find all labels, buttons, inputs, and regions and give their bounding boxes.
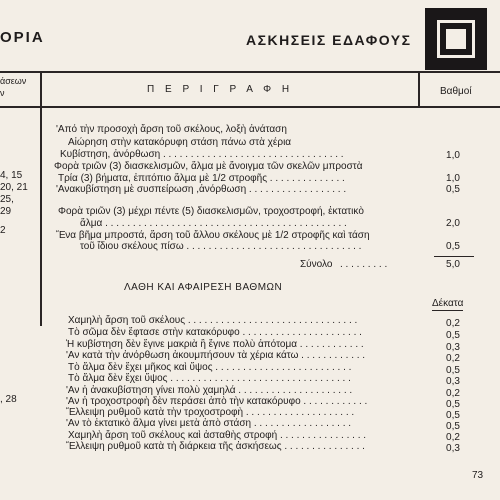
- total-rule: [434, 256, 474, 257]
- score-value: 2,0: [446, 218, 460, 229]
- error-value: 0,2: [446, 388, 460, 399]
- total-value: 5,0: [446, 259, 460, 270]
- page-title: ΑΣΚΗΣΕΙΣ ΕΔΑΦΟΥΣ: [246, 32, 412, 48]
- error-item: Ἡ κυβίστηση δὲν ἔγινε μακριὰ ἢ ἔγινε πολὺ ἀπότομα . . . . . . . . . . . .: [66, 339, 364, 350]
- tenths-column-header: Δέκατα: [432, 298, 464, 309]
- error-value: 0,3: [446, 376, 460, 387]
- error-item: 'Αν κατὰ τὴν ἀνόρθωση ἀκουμπήσουν τὰ χέρια κάτω . . . . . . . . . . . .: [66, 350, 366, 361]
- error-item: Ἔλλειψη ρυθμοῦ κατὰ τὴν τροχοστροφὴ . . . . . . . . . . . . . . . . . . . .: [66, 407, 355, 418]
- square-logo-inner: [440, 23, 472, 55]
- table-top-rule: [0, 71, 500, 73]
- error-value: 0,3: [446, 342, 460, 353]
- total-dots: . . . . . . . . .: [340, 259, 388, 270]
- table-header-rule: [0, 106, 500, 108]
- error-item: Χαμηλὴ ἄρση τοῦ σκέλους καὶ ἀσταθὴς στροφή . . . . . . . . . . . . . . . .: [68, 430, 367, 441]
- error-value: 0,3: [446, 443, 460, 454]
- description-line: τοῦ ἴδιου σκέλους πίσω . . . . . . . . . . . . . . . . . . . . . . . . . . . . . . . .: [80, 241, 362, 252]
- description-line: Φορὰ τριῶν (3) μέχρι πέντε (5) διασκελισμῶν, τροχοστροφή, ἐκτατικὸ: [58, 206, 364, 217]
- error-item: 'Αν ἡ τροχοστροφὴ δὲν περάσει ἀπὸ τὴν κατακόρυφο . . . . . . . . . . . .: [66, 396, 368, 407]
- description-line: Ἕνα βῆμα μπροστά, ἄρση τοῦ ἄλλου σκέλους μὲ 1/2 στροφῆς καὶ τάση: [56, 230, 370, 241]
- error-item: Τὸ ἅλμα δὲν ἔχει ὕψος . . . . . . . . . . . . . . . . . . . . . . . . . . . . . . . . .: [68, 373, 351, 384]
- error-value: 0,5: [446, 410, 460, 421]
- error-value: 0,5: [446, 399, 460, 410]
- error-value: 0,5: [446, 421, 460, 432]
- scores-column-header: Βαθμοί: [440, 86, 472, 97]
- header-left-fragment-2: ν: [0, 88, 5, 98]
- error-item: Τὸ ἅλμα δὲν ἔχει μῆκος καὶ ὕψος . . . . . . . . . . . . . . . . . . . . . . . . .: [68, 362, 352, 373]
- margin-item: 2: [0, 225, 6, 236]
- score-value: 1,0: [446, 173, 460, 184]
- score-value: 1,0: [446, 150, 460, 161]
- description-line: 'Από τὴν προσοχὴ ἄρση τοῦ σκέλους, λοξὴ ἀνάταση: [56, 124, 287, 135]
- header-left-fragment-1: άσεων: [0, 76, 27, 86]
- score-value: 0,5: [446, 241, 460, 252]
- error-value: 0,2: [446, 318, 460, 329]
- errors-section-title: ΛΑΘΗ ΚΑΙ ΑΦΑΙΡΕΣΗ ΒΑΘΜΩΝ: [124, 282, 283, 293]
- description-line: Κυβίστηση, ἀνόρθωση . . . . . . . . . . . . . . . . . . . . . . . . . . . . . . . . .: [60, 149, 344, 160]
- header-left-fragment: ΟΡΙΑ: [0, 29, 45, 46]
- margin-item: 25,: [0, 194, 14, 205]
- description-line: Αἰώρηση στὴν κατακόρυφη στάση πάνω στὰ χέρια: [68, 137, 292, 148]
- error-value: 0,2: [446, 432, 460, 443]
- description-column-header: Π Ε Ρ Ι Γ Ρ Α Φ Η: [147, 84, 294, 95]
- page-number: 73: [472, 470, 484, 481]
- scores-column-divider: [418, 71, 420, 107]
- margin-item: 4, 15: [0, 170, 23, 181]
- error-item: Χαμηλὴ ἄρση τοῦ σκέλους . . . . . . . . . . . . . . . . . . . . . . . . . . . . . . .: [68, 315, 358, 326]
- score-value: 0,5: [446, 184, 460, 195]
- error-item: 'Αν ἡ ἀνακυβίστηση γίνει πολὺ χαμηλά . . . . . . . . . . . . . . . . . . . . .: [66, 385, 353, 396]
- description-line: Φορὰ τριῶν (3) διασκελισμῶν, ἅλμα μὲ ἄνοιγμα τῶν σκελῶν μπροστὰ: [54, 161, 363, 172]
- description-line: 'Ανακυβίστηση μὲ συσπείρωση ,ἀνόρθωση . . . . . . . . . . . . . . . . . .: [56, 184, 347, 195]
- description-line: Τρία (3) βήματα, ἐπιτόπιο ἅλμα μὲ 1/2 στροφῆς . . . . . . . . . . . . . .: [58, 173, 345, 184]
- error-item: Τὸ σῶμα δὲν ἔφτασε στὴν κατακόρυφο . . . . . . . . . . . . . . . . . . . . . .: [68, 327, 362, 338]
- error-item: 'Αν τὸ ἐκτατικὸ ἅλμα γίνει μετὰ ἀπὸ στάση . . . . . . . . . . . . . . . . . .: [66, 418, 352, 429]
- margin-item: 29: [0, 206, 12, 217]
- error-value: 0,5: [446, 330, 460, 341]
- margin-item: 20, 21: [0, 182, 28, 193]
- error-item: Ἔλλειψη ρυθμοῦ κατὰ τὴ διάρκεια τῆς ἀσκήσεως . . . . . . . . . . . . . . .: [66, 441, 365, 452]
- margin-item: , 28: [0, 394, 17, 405]
- total-label: Σύνολο: [300, 259, 333, 270]
- error-value: 0,5: [446, 365, 460, 376]
- error-value: 0,2: [446, 353, 460, 364]
- left-column-divider: [40, 71, 42, 326]
- description-line: ἅλμα . . . . . . . . . . . . . . . . . . . . . . . . . . . . . . . . . . . . . . . . . . . .: [80, 218, 347, 229]
